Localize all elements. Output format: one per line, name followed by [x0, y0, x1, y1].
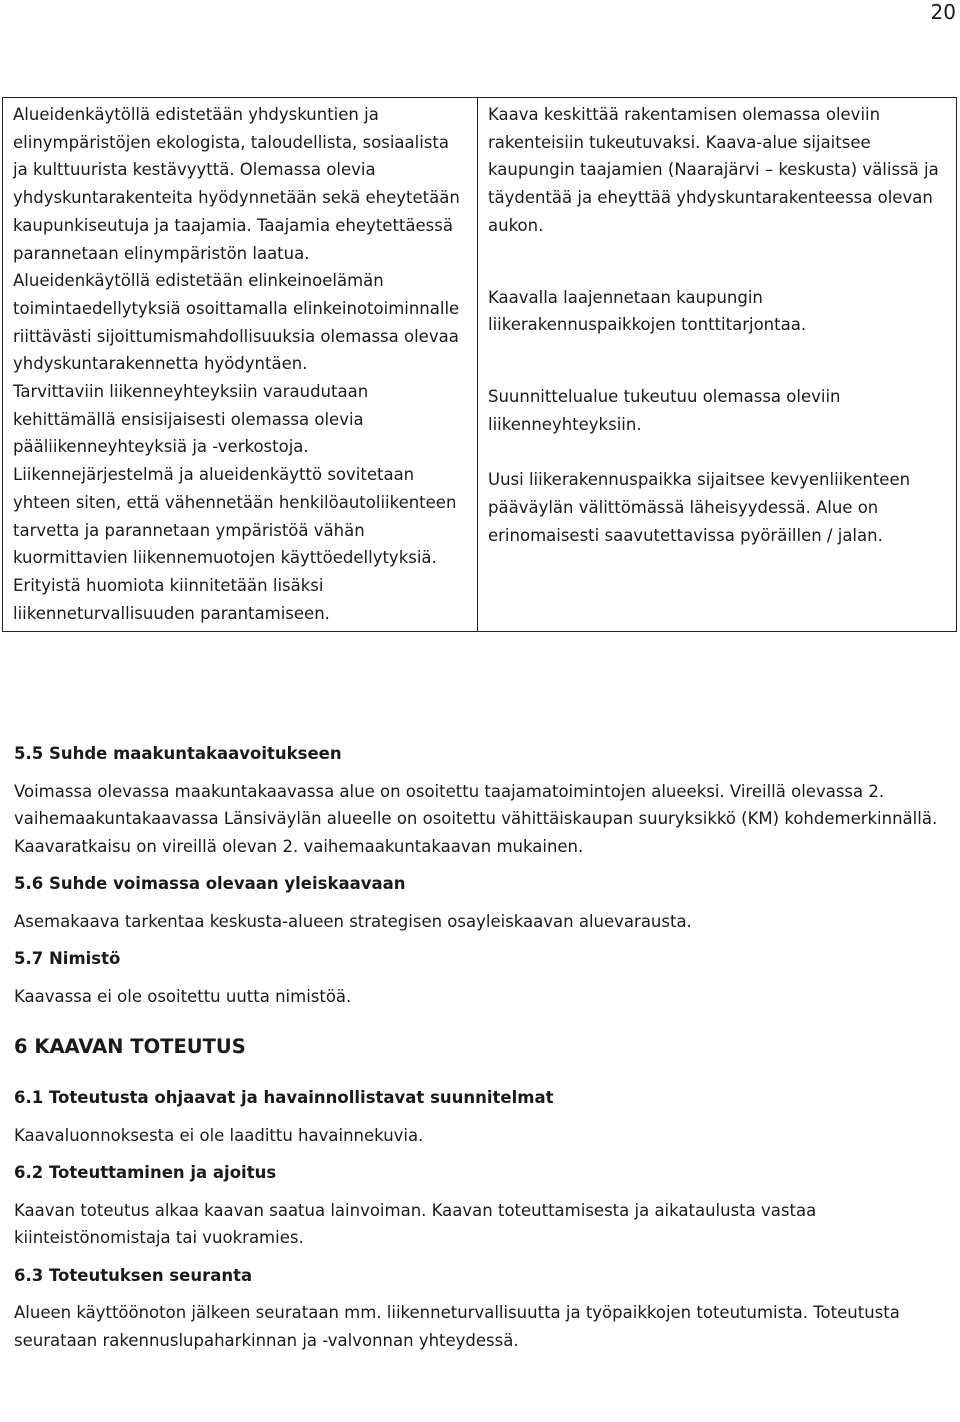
objectives-table — [2, 97, 957, 632]
right-paragraph-2: Kaavalla laajennetaan kaupungin liikerakennuspaikkojen tonttitarjontaa. — [488, 287, 807, 335]
section-heading-5-7: 5.7 Nimistö — [14, 949, 121, 968]
section-heading-6-1: 6.1 Toteutusta ohjaavat ja havainnollistavat suunnitelmat — [14, 1088, 554, 1107]
section-heading-6-3: 6.3 Toteutuksen seuranta — [14, 1265, 253, 1285]
section-body-6-2: Kaavan toteutus alkaa kaavan saatua lainvoiman. Kaavan toteuttamisesta ja aikataulusta vastaa kiinteistönomistaja tai vuokramies. — [14, 1200, 817, 1247]
table-row — [3, 98, 957, 632]
section-body-5-6: Asemakaava tarkentaa keskusta-alueen strategisen osayleiskaavan aluevarausta. — [14, 911, 692, 931]
table-cell-right — [478, 98, 957, 632]
section-body-5-7: Kaavassa ei ole osoitettu uutta nimistöä. — [14, 986, 352, 1006]
right-paragraph-3: Suunnittelualue tukeutuu olemassa oleviin liikenneyhteyksiin. — [488, 386, 841, 434]
document-content — [14, 740, 949, 1354]
left-paragraph-3: Tarvittaviin liikenneyhteyksiin varaudutaan kehittämällä ensisijaisesti olemassa olevia pääliikenneyhteyksiä ja -verkostoja. — [13, 382, 369, 457]
left-paragraph-2: Alueidenkäytöllä edistetään elinkeinoelämän toimintaedellytyksiä osoittamalla elinkeinotoiminnalle riittävästi sijoittumismahdollisuuksia olemassa olevaa yhdyskuntarakennetta hyödyntäen. — [13, 271, 460, 374]
section-heading-6-2: 6.2 Toteuttaminen ja ajoitus — [14, 1163, 277, 1182]
chapter-heading-6: 6 KAAVAN TOTEUTUS — [14, 1035, 246, 1058]
left-paragraph-1: Alueidenkäytöllä edistetään yhdyskuntien ja elinympäristöjen ekologista, taloudellista, sosiaalista ja kulttuurista kestävyyttä. Olemassa olevia yhdyskuntarakenteita hyödynnetään sekä eheytetään kaupunkiseutuja ja taajamia. Taajamia eheytettäessä parannetaan elinympäristön laatua. — [13, 105, 460, 263]
page-number: 20 — [930, 0, 956, 24]
right-paragraph-4: Uusi liikerakennuspaikka sijaitsee kevyenliikenteen pääväylän välittömässä läheisyydessä. Alue on erinomaisesti saavutettavissa pyöräillen / jalan. — [488, 470, 911, 545]
section-body-6-3: Alueen käyttöönoton jälkeen seurataan mm. liikenneturvallisuutta ja työpaikkojen toteutumista. Toteutusta seurataan rakennuslupaharkinnan ja -valvonnan yhteydessä. — [14, 1303, 900, 1350]
section-body-6-1: Kaavaluonnoksesta ei ole laadittu havainnekuvia. — [14, 1125, 424, 1145]
section-heading-5-5: 5.5 Suhde maakuntakaavoitukseen — [14, 744, 342, 763]
table-cell-left — [3, 98, 478, 632]
right-paragraph-1: Kaava keskittää rakentamisen olemassa oleviin rakenteisiin tukeutuvaksi. Kaava-alue sijaitsee kaupungin taajamien (Naarajärvi – keskusta) välissä ja täydentää ja eheyttää yhdyskuntarakenteessa olevan aukon. — [488, 105, 939, 235]
section-heading-5-6: 5.6 Suhde voimassa olevaan yleiskaavaan — [14, 874, 406, 893]
section-body-5-5: Voimassa olevassa maakuntakaavassa alue on osoitettu taajamatoimintojen alueeksi. Vireillä olevassa 2. vaihemaakuntakaavassa Länsiväylän alueelle on osoitettu vähittäiskaupan suuryksikkö (KM) kohdemerkinnällä. Kaavaratkaisu on vireillä olevan 2. vaihemaakuntakaavan mukainen. — [14, 781, 938, 856]
left-paragraph-4: Liikennejärjestelmä ja alueidenkäyttö sovitetaan yhteen siten, että vähennetään henkilöautoliikenteen tarvetta ja parannetaan ympäristöä vähän kuormittavien liikennemuotojen käyttöedellytyksiä. Erityistä huomiota kiinnitetään lisäksi liikenneturvallisuuden parantamiseen. — [13, 465, 457, 623]
